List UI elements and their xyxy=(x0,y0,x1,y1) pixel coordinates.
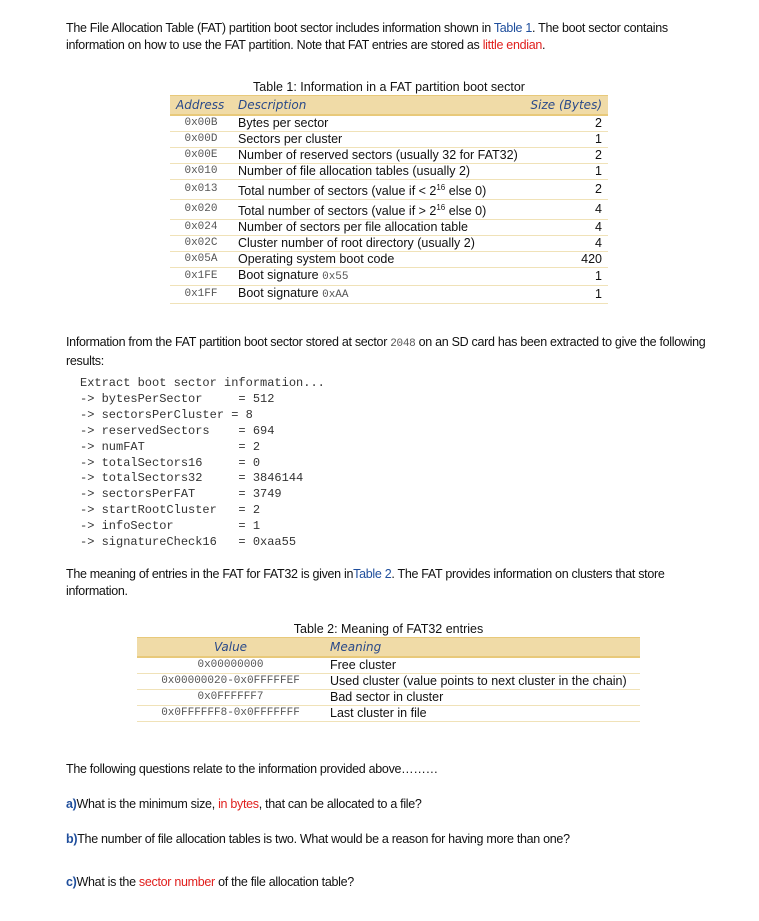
table1-caption: Table 1: Information in a FAT partition boot sector xyxy=(170,80,608,96)
intro-paragraph xyxy=(66,20,716,54)
description-cell xyxy=(232,164,524,180)
table-row xyxy=(137,674,640,690)
description-cell xyxy=(232,236,524,252)
description-cell xyxy=(232,252,524,268)
meaning-cell: Bad sector in cluster xyxy=(324,690,640,706)
value-cell: 0x00000020-0x0FFFFFEF xyxy=(137,674,324,690)
description-cell xyxy=(232,220,524,236)
description-text: Cluster number of root directory (usually 2) xyxy=(238,236,475,251)
table-row xyxy=(170,164,608,180)
description-cell xyxy=(232,148,524,164)
text: , that can be allocated to a file? xyxy=(258,797,422,811)
exponent: 16 xyxy=(436,203,446,213)
signature-code: 0xAA xyxy=(322,289,349,302)
meaning-cell: Last cluster in file xyxy=(324,706,640,722)
description-text: Boot signature xyxy=(238,268,323,283)
address-cell: 0x013 xyxy=(170,180,232,200)
value-cell: 0x0FFFFFF7 xyxy=(137,690,324,706)
text: . The boot sector contains information on how to use the FAT partition. Note that FAT entries are stored as xyxy=(66,21,668,52)
table1 xyxy=(170,80,608,304)
address-cell: 0x024 xyxy=(170,220,232,236)
size-cell: 2 xyxy=(524,180,608,200)
address-cell: 0x1FE xyxy=(170,268,232,286)
signature-code: 0x55 xyxy=(322,271,349,284)
size-cell: 420 xyxy=(524,252,608,268)
address-cell: 0x010 xyxy=(170,164,232,180)
text: What is the minimum size, xyxy=(76,797,219,811)
header-meaning: Meaning xyxy=(324,638,640,657)
address-cell: 0x00D xyxy=(170,132,232,148)
paragraph-3 xyxy=(66,566,716,600)
highlight: little endian xyxy=(482,38,543,52)
label: a) xyxy=(66,797,77,811)
table2-caption: Table 2: Meaning of FAT32 entries xyxy=(137,622,640,638)
table-row xyxy=(170,115,608,132)
description-cell xyxy=(232,286,524,304)
description-text: Total number of sectors (value if < 2 xyxy=(238,184,437,199)
table2 xyxy=(137,622,640,722)
size-cell: 1 xyxy=(524,268,608,286)
text: The number of file allocation tables is two. What would be a reason for having more than one? xyxy=(77,832,570,846)
exponent: 16 xyxy=(436,183,446,192)
description-text: Operating system boot code xyxy=(238,252,395,267)
question-c xyxy=(66,874,716,891)
paragraph-2 xyxy=(66,334,716,370)
table-row xyxy=(137,690,640,706)
text: What is the xyxy=(76,875,139,889)
text: The File Allocation Table (FAT) partition boot sector includes information shown in xyxy=(66,21,494,35)
question-b xyxy=(66,831,716,848)
questions-intro: The following questions relate to the information provided above……… xyxy=(66,762,438,776)
description-text: Total number of sectors (value if > 2 xyxy=(238,204,437,219)
address-cell: 0x05A xyxy=(170,252,232,268)
description-text: Sectors per cluster xyxy=(238,132,343,146)
address-cell: 0x1FF xyxy=(170,286,232,304)
sector-code: 2048 xyxy=(390,338,416,350)
table-row xyxy=(170,236,608,252)
address-cell: 0x020 xyxy=(170,200,232,220)
description-text: Number of sectors per file allocation table xyxy=(238,220,468,235)
description-text: Number of file allocation tables (usually 2) xyxy=(238,164,471,178)
text: . xyxy=(542,38,546,52)
address-cell: 0x00B xyxy=(170,115,232,132)
highlight: in bytes xyxy=(218,797,259,811)
meaning-cell: Free cluster xyxy=(324,657,640,674)
size-cell: 1 xyxy=(524,132,608,148)
description-cell xyxy=(232,268,524,286)
text: . The FAT provides information on clusters that store information. xyxy=(66,567,665,598)
description-text: Boot signature xyxy=(238,286,323,301)
description-text: else 0) xyxy=(445,184,487,199)
size-cell: 1 xyxy=(524,286,608,304)
text: of the file allocation table? xyxy=(214,875,354,889)
description-cell xyxy=(232,132,524,148)
size-cell: 4 xyxy=(524,236,608,252)
description-text: Bytes per sector xyxy=(238,116,329,130)
description-cell xyxy=(232,180,524,200)
header-description: Description xyxy=(232,96,524,115)
table1-link[interactable]: Table 1 xyxy=(493,21,533,35)
table-row xyxy=(170,132,608,148)
header-size: Size (Bytes) xyxy=(524,96,608,115)
address-cell: 0x02C xyxy=(170,236,232,252)
description-cell xyxy=(232,115,524,132)
table-row xyxy=(170,148,608,164)
meaning-cell: Used cluster (value points to next cluster in the chain) xyxy=(324,674,640,690)
size-cell: 2 xyxy=(524,148,608,164)
highlight: sector number xyxy=(138,875,215,889)
text: on an SD card has been extracted to give the following results: xyxy=(66,335,706,368)
description-cell xyxy=(232,200,524,220)
label: b) xyxy=(66,832,78,846)
text: Information from the FAT partition boot sector stored at sector xyxy=(66,335,391,349)
table-row xyxy=(170,252,608,268)
label: c) xyxy=(66,875,77,889)
table-row xyxy=(137,706,640,722)
table-row xyxy=(170,180,608,200)
table-row xyxy=(170,200,608,220)
table-row xyxy=(170,286,608,304)
header-address: Address xyxy=(170,96,232,115)
console-output: Extract boot sector information... -> bytesPerSector = 512 -> sectorsPerCluster = 8 -> reservedSectors = 694 -> numFAT = 2 -> totalSectors16 = 0 -> totalSectors32 = 3846144 -> sectorsPerFAT = 3749 -> startRootCluster = 2 -> infoSector = 1 -> signatureCheck16 = 0xaa55 xyxy=(80,376,325,550)
header-value: Value xyxy=(137,638,324,657)
value-cell: 0x00000000 xyxy=(137,657,324,674)
table-row xyxy=(170,268,608,286)
value-cell: 0x0FFFFFF8-0x0FFFFFFF xyxy=(137,706,324,722)
size-cell: 1 xyxy=(524,164,608,180)
size-cell: 2 xyxy=(524,115,608,132)
description-text: Number of reserved sectors (usually 32 for FAT32) xyxy=(238,148,518,162)
address-cell: 0x00E xyxy=(170,148,232,164)
size-cell: 4 xyxy=(524,200,608,220)
text: The meaning of entries in the FAT for FAT32 is given in xyxy=(66,567,354,581)
table2-link[interactable]: Table 2 xyxy=(353,567,392,581)
size-cell: 4 xyxy=(524,220,608,236)
table-row xyxy=(137,657,640,674)
question-a xyxy=(66,796,716,813)
description-text: else 0) xyxy=(445,204,487,219)
table-row xyxy=(170,220,608,236)
